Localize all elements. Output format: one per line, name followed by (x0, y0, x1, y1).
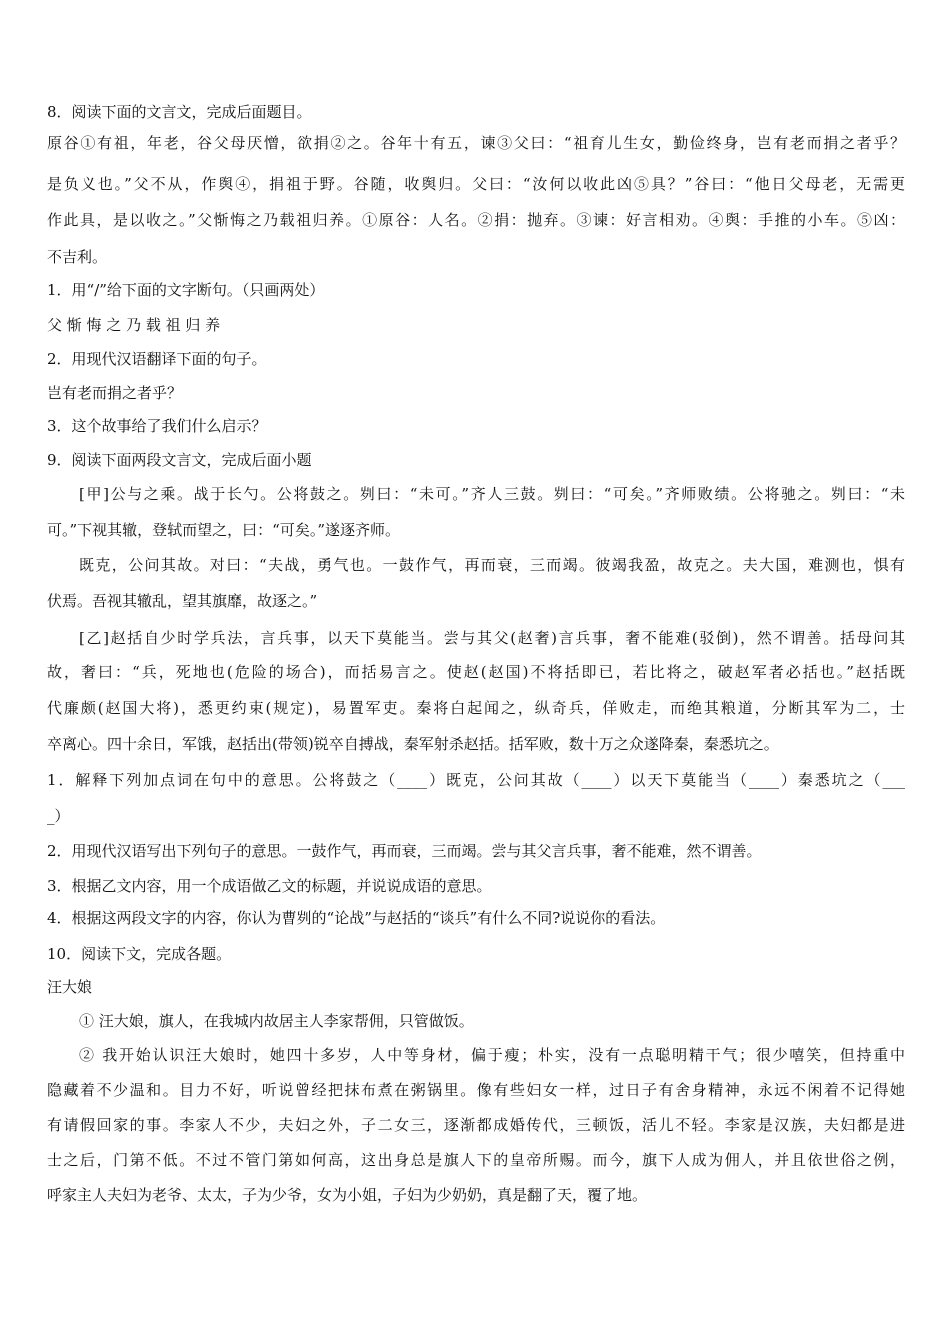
text-line: 代廉颇(赵国大将)，悉更约束(规定)，易置军吏。秦将白起闻之，纵奇兵，佯败走，而绝其粮道，分断其军为二，士 (47, 699, 905, 717)
question-8-heading: 8．阅读下面的文言文，完成后面题目。 (47, 103, 312, 121)
text-line: 是负义也。”父不从，作舆④，捐祖于野。谷随，收舆归。父曰：“汝何以收此凶⑤具？”谷曰：“他日父母老，无需更 (47, 175, 905, 193)
passage-title: 汪大娘 (47, 978, 93, 996)
text-line: ② 我开始认识汪大娘时，她四十多岁，人中等身材，偏于瘦；朴实，没有一点聪明精干气；很少嘻笑，但持重中 (79, 1046, 905, 1064)
text-line: 原谷①有祖，年老，谷父母厌憎，欲捐②之。谷年十有五，谏③父曰：“祖育儿生女，勤俭终身，岂有老而捐之者乎？ (47, 134, 905, 152)
text-line: _） (47, 807, 70, 825)
text-line: 故，奢曰：“兵，死地也(危险的场合)，而括易言之。使赵(赵国)不将括即已，若比将之，破赵军者必括也。”赵括既 (47, 663, 905, 681)
text-line: 父 惭 悔 之 乃 载 祖 归 养 (47, 316, 221, 334)
text-line: 1．解释下列加点词在句中的意思。公将鼓之（____）既克，公问其故（____）以天下莫能当（____）秦悉坑之（___ (47, 771, 905, 789)
text-line: 不吉利。 (47, 248, 108, 266)
text-line: 1．用“/”给下面的文字断句。（只画两处） (47, 281, 325, 299)
text-line: 可。”下视其辙，登轼而望之，曰：“可矣。”遂逐齐师。 (47, 521, 401, 539)
text-line: 2．用现代汉语写出下列句子的意思。一鼓作气，再而衰，三而竭。尝与其父言兵事，奢不能难，然不谓善。 (47, 842, 762, 860)
text-line: ① 汪大娘，旗人，在我城内故居主人李家帮佣，只管做饭。 (79, 1012, 474, 1030)
text-line: 3．根据乙文内容，用一个成语做乙文的标题，并说说成语的意思。 (47, 877, 492, 895)
text-line: 卒离心。四十余日，军饿，赵括出(带领)锐卒自搏战，秦军射杀赵括。括军败，数十万之众遂降秦，秦悉坑之。 (47, 735, 779, 753)
text-line: 隐藏着不少温和。目力不好，听说曾经把抹布煮在粥锅里。像有些妇女一样，过日子有舍身精神，永远不闲着不记得她 (47, 1081, 905, 1099)
text-line: 3．这个故事给了我们什么启示？ (47, 417, 267, 435)
text-line: 4．根据这两段文字的内容，你认为曹刿的“论战”与赵括的“谈兵”有什么不同?说说你的看法。 (47, 909, 666, 927)
text-line: 2．用现代汉语翻译下面的句子。 (47, 350, 267, 368)
text-line: [甲]公与之乘。战于长勺。公将鼓之。刿曰：“未可。”齐人三鼓。刿曰：“可矣。”齐师败绩。公将驰之。刿曰：“未 (79, 485, 905, 503)
text-line: 士之后，门第不低。不过不管门第如何高，这出身总是旗人下的皇帝所赐。而今，旗下人成为佣人，并且依世俗之例， (47, 1151, 905, 1169)
question-9-heading: 9．阅读下面两段文言文，完成后面小题 (47, 451, 312, 469)
text-line: [乙]赵括自少时学兵法，言兵事，以天下莫能当。尝与其父(赵奢)言兵事，奢不能难(驳倒)，然不谓善。括母问其 (79, 629, 905, 647)
text-line: 作此具，是以收之。”父惭悔之乃载祖归养。①原谷：人名。②捐：抛弃。③谏：好言相劝。④舆：手推的小车。⑤凶： (47, 211, 905, 229)
text-line: 呼家主人夫妇为老爷、太太，子为少爷，女为小姐，子妇为少奶奶，真是翻了天，覆了地。 (47, 1186, 648, 1204)
text-line: 伏焉。吾视其辙乱，望其旗靡，故逐之。” (47, 592, 318, 610)
question-10-heading: 10．阅读下文，完成各题。 (47, 945, 232, 963)
text-line: 既克，公问其故。对曰：“夫战，勇气也。一鼓作气，再而衰，三而竭。彼竭我盈，故克之。夫大国，难测也，惧有 (79, 556, 905, 574)
text-line: 岂有老而捐之者乎？ (47, 384, 183, 402)
text-line: 有请假回家的事。李家人不少，夫妇之外，子二女三，逐渐都成婚传代，三顿饭，活儿不轻。李家是汉族，夫妇都是进 (47, 1116, 905, 1134)
